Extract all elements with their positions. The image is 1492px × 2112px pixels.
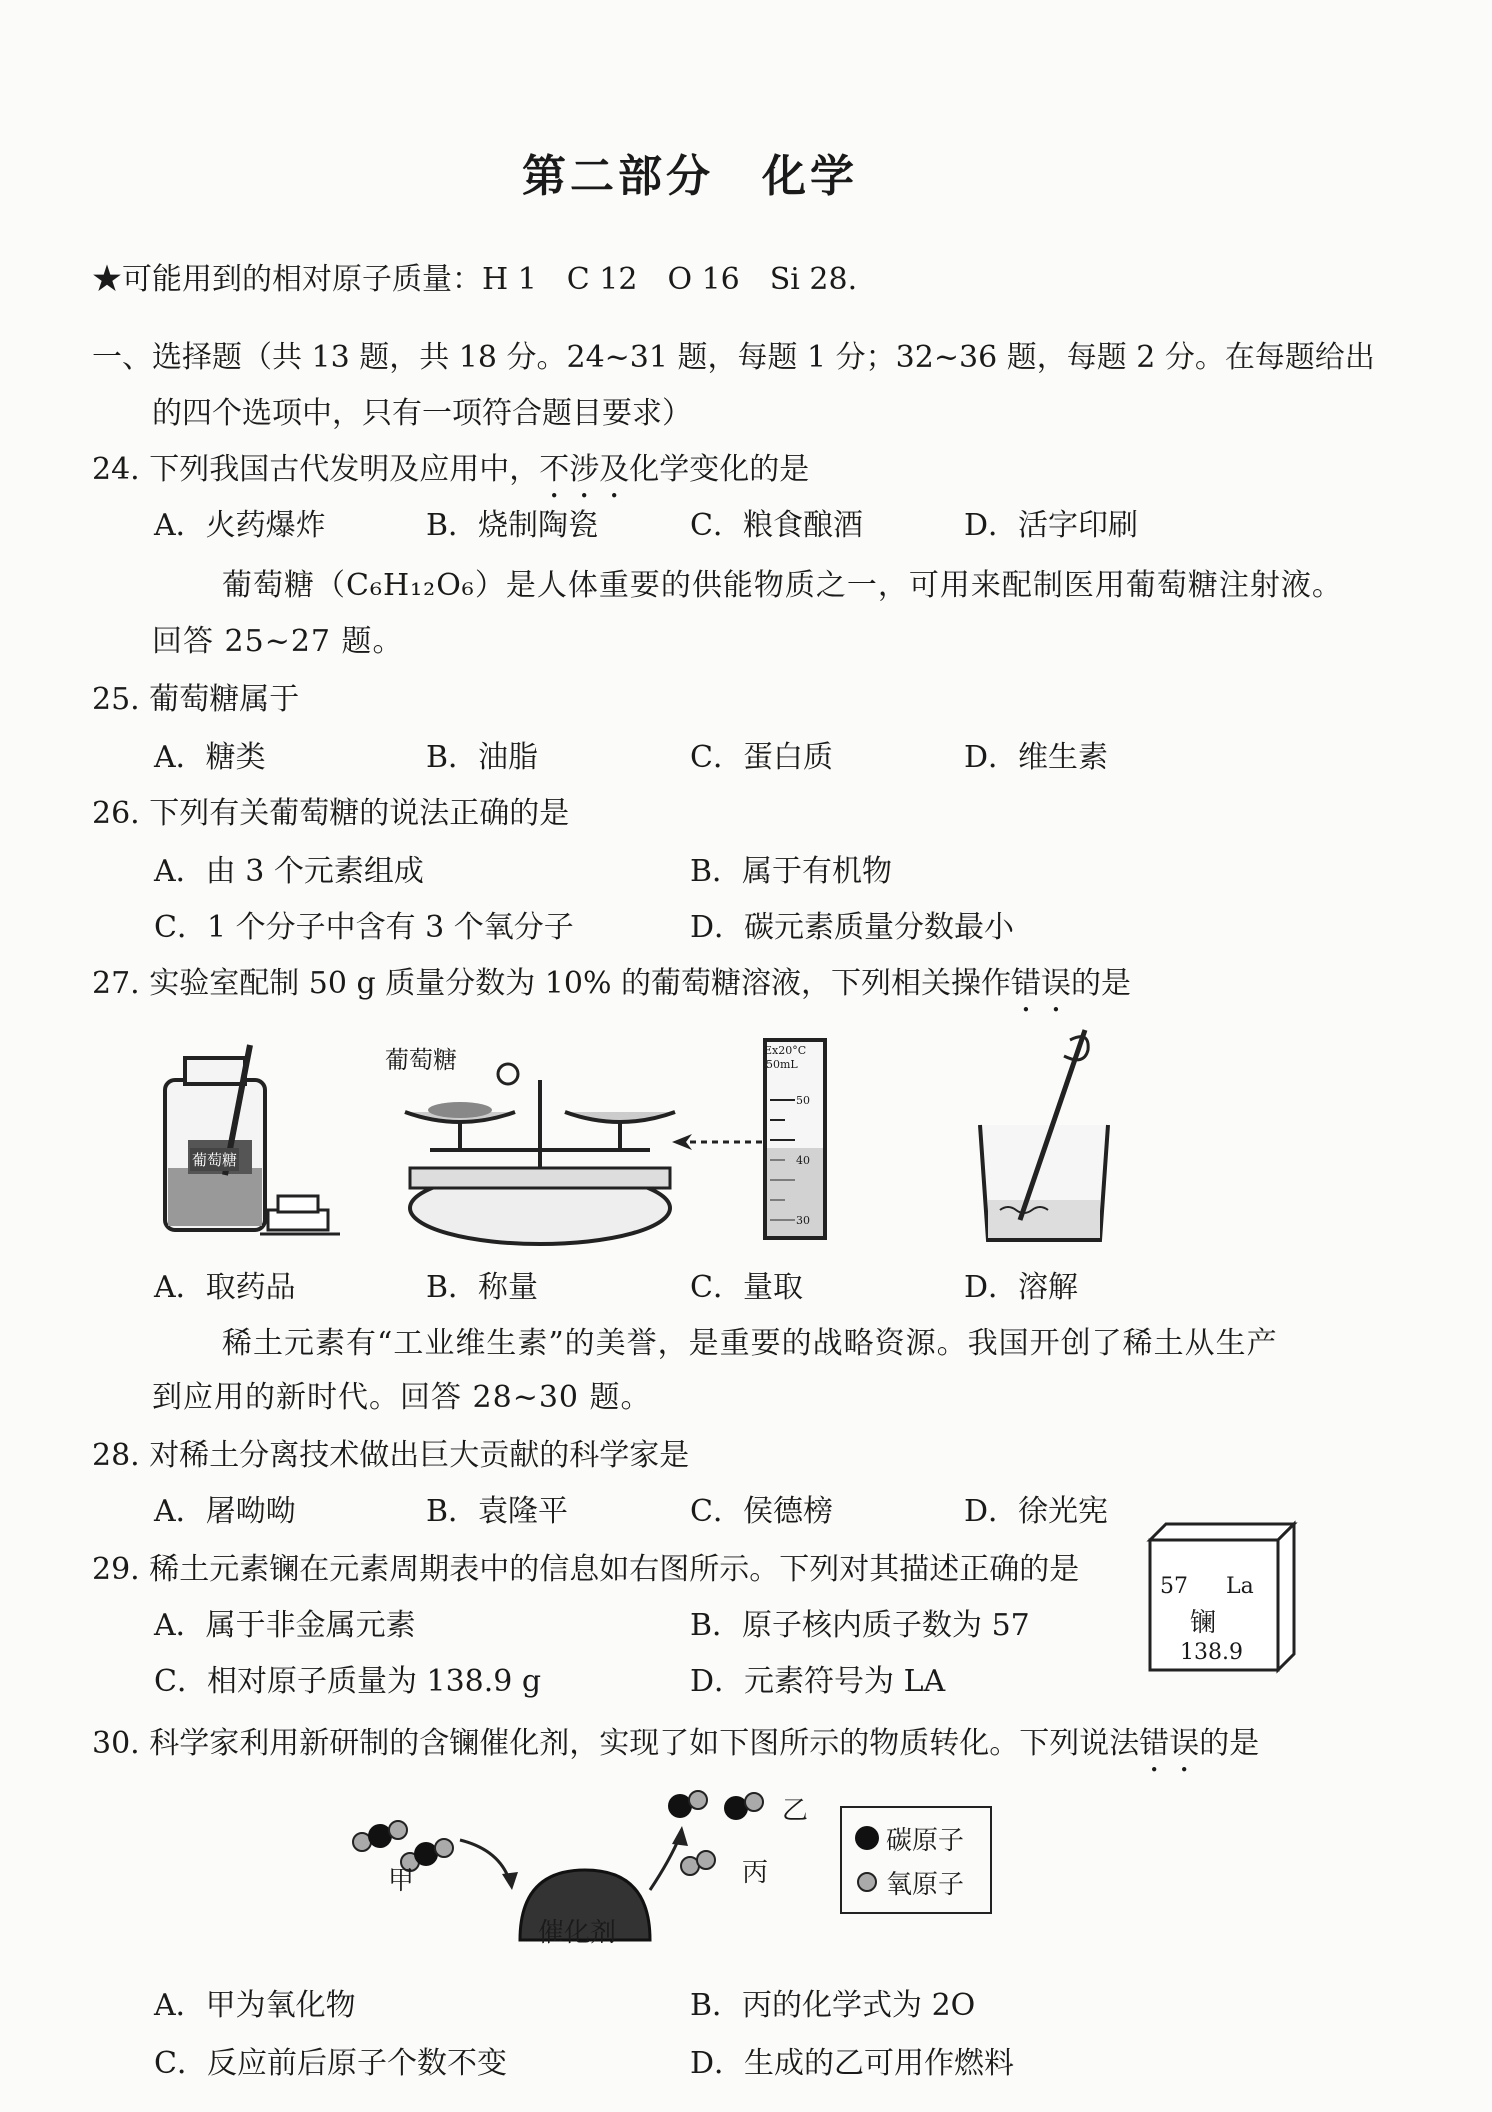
- option-29-a: A．属于非金属元素: [154, 1608, 416, 1643]
- cylinder-tick: 30: [796, 1214, 810, 1227]
- option-27-c: C．量取: [690, 1270, 803, 1305]
- question-number: 30.: [92, 1726, 140, 1761]
- option-28-b: B．袁隆平: [426, 1494, 569, 1529]
- passage-rare-earth-line2: 到应用的新时代。回答 28~30 题。: [152, 1380, 652, 1415]
- question-stem: 科学家利用新研制的含镧催化剂，实现了如下图所示的物质转化。下列说法: [149, 1726, 1140, 1761]
- question-25: [92, 674, 299, 718]
- question-number: 24.: [92, 452, 140, 487]
- option-26-b: B．属于有机物: [690, 854, 893, 889]
- option-28-d: D．徐光宪: [964, 1494, 1109, 1529]
- passage-rare-earth-line1: 稀土元素有“工业维生素”的美誉，是重要的战略资源。我国开创了稀土从生产: [222, 1326, 1278, 1361]
- element-name: 镧: [1190, 1608, 1217, 1638]
- balance-figure: [390, 1060, 690, 1250]
- question-stem-end: 的是: [1071, 966, 1132, 1001]
- emphasis-text: 错误: [1139, 1726, 1200, 1761]
- label-bing: 丙: [742, 1858, 769, 1888]
- element-atomic-number: 57: [1160, 1574, 1188, 1599]
- label-yi: 乙: [782, 1796, 809, 1826]
- option-30-c: C．反应前后原子个数不变: [154, 2046, 507, 2081]
- question-29: [92, 1544, 1079, 1588]
- label-catalyst: 催化剂: [538, 1918, 617, 1948]
- cylinder-label-temp: Ex20°C: [764, 1044, 807, 1057]
- section-heading-line2: 的四个选项中，只有一项符合题目要求）: [152, 396, 692, 431]
- option-25-c: C．蛋白质: [690, 740, 833, 775]
- option-29-c: C．相对原子质量为 138.9 g: [154, 1664, 542, 1699]
- option-28-a: A．屠呦呦: [154, 1494, 296, 1529]
- label-jia: 甲: [388, 1866, 415, 1896]
- question-stem: 下列有关葡萄糖的说法正确的是: [149, 796, 570, 831]
- atomic-mass-note: ★可能用到的相对原子质量：H 1 C 12 O 16 Si 28.: [92, 262, 858, 297]
- option-25-d: D．维生素: [964, 740, 1109, 775]
- option-27-d: D．溶解: [964, 1270, 1079, 1305]
- option-26-c: C．1 个分子中含有 3 个氧分子: [154, 910, 574, 945]
- question-number: 28.: [92, 1438, 140, 1473]
- option-29-b: B．原子核内质子数为 57: [690, 1608, 1030, 1643]
- question-26: [92, 788, 569, 832]
- option-30-b: B．丙的化学式为 2O: [690, 1988, 976, 2023]
- page-title: 第二部分 化学: [522, 151, 858, 202]
- bottle-label: 葡萄糖: [190, 1148, 239, 1171]
- option-28-c: C．侯德榜: [690, 1494, 833, 1529]
- option-27-b: B．称量: [426, 1270, 539, 1305]
- option-30-d: D．生成的乙可用作燃料: [690, 2046, 1015, 2081]
- element-symbol: La: [1226, 1574, 1254, 1599]
- option-24-b: B．烧制陶瓷: [426, 508, 599, 543]
- emphasis-text: 错误: [1011, 966, 1072, 1001]
- question-number: 25.: [92, 682, 140, 717]
- option-30-a: A．甲为氧化物: [154, 1988, 356, 2023]
- passage-glucose-line1: 葡萄糖（C₆H₁₂O₆）是人体重要的供能物质之一，可用来配制医用葡萄糖注射液。: [222, 568, 1343, 603]
- passage-glucose-line2: 回答 25~27 题。: [152, 624, 404, 659]
- legend-icons: [852, 1820, 882, 1900]
- option-24-c: C．粮食酿酒: [690, 508, 863, 543]
- section-heading-line1: 一、选择题（共 13 题，共 18 分。24~31 题，每题 1 分；32~36 题，每题 2 分。在每题给出: [92, 340, 1375, 375]
- option-25-a: A．糖类: [154, 740, 266, 775]
- question-number: 27.: [92, 966, 140, 1001]
- balance-label: 葡萄糖: [385, 1046, 457, 1074]
- question-stem: 对稀土分离技术做出巨大贡献的科学家是: [149, 1438, 690, 1473]
- carbon-atom-icon: [855, 1826, 879, 1850]
- graduated-cylinder-figure: [670, 1030, 850, 1250]
- question-24: [92, 444, 809, 505]
- question-number: 29.: [92, 1552, 140, 1587]
- question-number: 26.: [92, 796, 140, 831]
- beaker-figure: [970, 1010, 1140, 1250]
- oxygen-atom-icon: [858, 1873, 876, 1891]
- question-stem: 实验室配制 50 g 质量分数为 10% 的葡萄糖溶液，下列相关操作: [149, 966, 1012, 1001]
- cylinder-tick: 50: [796, 1094, 810, 1107]
- option-26-a: A．由 3 个元素组成: [154, 854, 424, 889]
- option-29-d: D．元素符号为 LA: [690, 1664, 946, 1699]
- question-stem-end: 化学变化的是: [629, 452, 810, 487]
- option-24-d: D．活字印刷: [964, 508, 1139, 543]
- element-mass: 138.9: [1180, 1640, 1243, 1665]
- emphasis-text: 不涉及: [539, 452, 630, 487]
- legend-carbon: 碳原子: [886, 1826, 965, 1856]
- cylinder-tick: 40: [796, 1154, 810, 1167]
- option-27-a: A．取药品: [154, 1270, 296, 1305]
- legend-oxygen: 氧原子: [886, 1870, 965, 1900]
- question-stem: 稀土元素镧在元素周期表中的信息如右图所示。下列对其描述正确的是: [149, 1552, 1080, 1587]
- question-stem: 葡萄糖属于: [149, 682, 300, 717]
- option-25-b: B．油脂: [426, 740, 539, 775]
- question-stem-end: 的是: [1199, 1726, 1260, 1761]
- option-26-d: D．碳元素质量分数最小: [690, 910, 1015, 945]
- question-stem: 下列我国古代发明及应用中，: [149, 452, 540, 487]
- question-28: [92, 1430, 689, 1474]
- cylinder-label-volume: 50mL: [766, 1058, 798, 1071]
- reagent-bottle-figure: [140, 1040, 360, 1250]
- option-24-a: A．火药爆炸: [154, 508, 326, 543]
- question-30: [92, 1718, 1259, 1779]
